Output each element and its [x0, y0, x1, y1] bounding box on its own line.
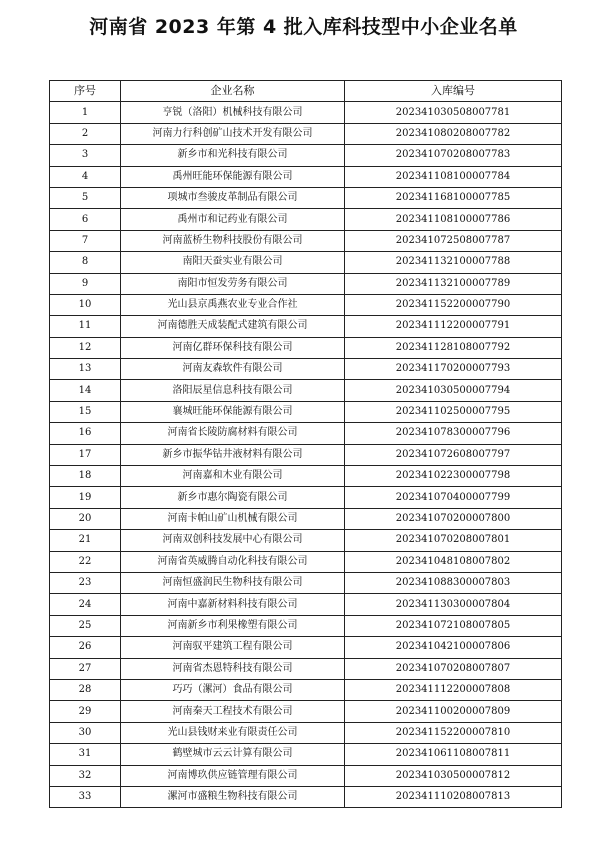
company-name-cell: 河南省杰恩特科技有限公司 [121, 658, 345, 679]
serial-number-cell: 33 [50, 786, 121, 807]
serial-number-cell: 26 [50, 637, 121, 658]
company-name-cell: 河南蓝桥生物科技股份有限公司 [121, 230, 345, 251]
registration-number-cell: 202341072108007805 [345, 615, 562, 636]
table-row [50, 744, 562, 765]
serial-number-cell: 14 [50, 380, 121, 401]
company-name-cell: 光山县钱财来业有限责任公司 [121, 722, 345, 743]
serial-number-cell: 11 [50, 316, 121, 337]
registration-number-cell: 202341108100007786 [345, 209, 562, 230]
registration-number-cell: 202341152200007810 [345, 722, 562, 743]
registration-number-cell: 202341112200007791 [345, 316, 562, 337]
registration-number-cell: 202341168100007785 [345, 187, 562, 208]
company-name-cell: 禹州市和记药业有限公司 [121, 209, 345, 230]
company-name-cell: 河南秦天工程技术有限公司 [121, 701, 345, 722]
registration-number-cell: 202341030500007812 [345, 765, 562, 786]
company-name-cell: 河南省英威腾自动化科技有限公司 [121, 551, 345, 572]
table-row [50, 380, 562, 401]
table-row [50, 530, 562, 551]
serial-number-cell: 22 [50, 551, 121, 572]
serial-number-cell: 21 [50, 530, 121, 551]
table-row [50, 209, 562, 230]
company-name-cell: 洛阳辰星信息科技有限公司 [121, 380, 345, 401]
table-row [50, 187, 562, 208]
table-row [50, 294, 562, 315]
company-name-cell: 南阳市恒发劳务有限公司 [121, 273, 345, 294]
company-name-cell: 新乡市和光科技有限公司 [121, 145, 345, 166]
serial-number-cell: 19 [50, 487, 121, 508]
serial-number-cell: 10 [50, 294, 121, 315]
table-row [50, 145, 562, 166]
table-row [50, 572, 562, 593]
registration-number-cell: 202341070200007800 [345, 508, 562, 529]
registration-number-cell: 202341072508007787 [345, 230, 562, 251]
company-name-cell: 河南亿群环保科技有限公司 [121, 337, 345, 358]
registration-number-cell: 202341112200007808 [345, 679, 562, 700]
serial-number-cell: 32 [50, 765, 121, 786]
registration-number-cell: 202341100200007809 [345, 701, 562, 722]
serial-number-cell: 8 [50, 252, 121, 273]
table-row [50, 701, 562, 722]
registration-number-cell: 202341102500007795 [345, 401, 562, 422]
registration-number-cell: 202341048108007802 [345, 551, 562, 572]
registration-number-cell: 202341072608007797 [345, 444, 562, 465]
serial-number-cell: 7 [50, 230, 121, 251]
page-title: 河南省 2023 年第 4 批入库科技型中小企业名单 [89, 16, 518, 38]
table-row [50, 316, 562, 337]
serial-number-cell: 28 [50, 679, 121, 700]
serial-number-cell: 13 [50, 359, 121, 380]
registration-number-cell: 202341030500007794 [345, 380, 562, 401]
registration-number-cell: 202341078300007796 [345, 423, 562, 444]
company-name-cell: 巧巧（漯河）食品有限公司 [121, 679, 345, 700]
table-row [50, 359, 562, 380]
table-row [50, 166, 562, 187]
table-row [50, 230, 562, 251]
table-row [50, 786, 562, 807]
company-name-cell: 光山县京禹燕农业专业合作社 [121, 294, 345, 315]
enterprise-table [49, 80, 562, 808]
serial-number-cell: 12 [50, 337, 121, 358]
serial-number-cell: 20 [50, 508, 121, 529]
header-serial-number: 序号 [50, 81, 121, 102]
company-name-cell: 河南德胜天成装配式建筑有限公司 [121, 316, 345, 337]
table-row [50, 551, 562, 572]
table-row [50, 123, 562, 144]
company-name-cell: 鹤壁城市云云计算有限公司 [121, 744, 345, 765]
company-name-cell: 河南博玖供应链管理有限公司 [121, 765, 345, 786]
registration-number-cell: 202341132100007789 [345, 273, 562, 294]
registration-number-cell: 202341070208007801 [345, 530, 562, 551]
company-name-cell: 漯河市盛粮生物科技有限公司 [121, 786, 345, 807]
serial-number-cell: 2 [50, 123, 121, 144]
table-row [50, 252, 562, 273]
table-row [50, 658, 562, 679]
company-name-cell: 项城市叁骏皮革制品有限公司 [121, 187, 345, 208]
serial-number-cell: 5 [50, 187, 121, 208]
company-name-cell: 河南嘉和木业有限公司 [121, 466, 345, 487]
table-row [50, 337, 562, 358]
registration-number-cell: 202341080208007782 [345, 123, 562, 144]
company-name-cell: 河南双创科技发展中心有限公司 [121, 530, 345, 551]
registration-number-cell: 202341070208007807 [345, 658, 562, 679]
registration-number-cell: 202341061108007811 [345, 744, 562, 765]
company-name-cell: 河南力行科创矿山技术开发有限公司 [121, 123, 345, 144]
company-name-cell: 襄城旺能环保能源有限公司 [121, 401, 345, 422]
registration-number-cell: 202341030508007781 [345, 102, 562, 123]
company-name-cell: 南阳天蚕实业有限公司 [121, 252, 345, 273]
serial-number-cell: 17 [50, 444, 121, 465]
company-name-cell: 禹州旺能环保能源有限公司 [121, 166, 345, 187]
table-row [50, 273, 562, 294]
header-company-name: 企业名称 [121, 81, 345, 102]
serial-number-cell: 29 [50, 701, 121, 722]
company-name-cell: 亨锐（洛阳）机械科技有限公司 [121, 102, 345, 123]
company-name-cell: 河南友森软件有限公司 [121, 359, 345, 380]
serial-number-cell: 18 [50, 466, 121, 487]
company-name-cell: 新乡市振华钻井液材料有限公司 [121, 444, 345, 465]
table-row [50, 423, 562, 444]
serial-number-cell: 6 [50, 209, 121, 230]
table-row [50, 508, 562, 529]
serial-number-cell: 23 [50, 572, 121, 593]
registration-number-cell: 202341110208007813 [345, 786, 562, 807]
table-row [50, 487, 562, 508]
registration-number-cell: 202341128108007792 [345, 337, 562, 358]
registration-number-cell: 202341108100007784 [345, 166, 562, 187]
registration-number-cell: 202341130300007804 [345, 594, 562, 615]
serial-number-cell: 1 [50, 102, 121, 123]
serial-number-cell: 4 [50, 166, 121, 187]
table-row [50, 615, 562, 636]
company-name-cell: 河南省长陵防腐材料有限公司 [121, 423, 345, 444]
table-row [50, 679, 562, 700]
serial-number-cell: 27 [50, 658, 121, 679]
company-name-cell: 河南中嘉新材料科技有限公司 [121, 594, 345, 615]
company-name-cell: 河南新乡市利果橡塑有限公司 [121, 615, 345, 636]
serial-number-cell: 25 [50, 615, 121, 636]
registration-number-cell: 202341152200007790 [345, 294, 562, 315]
company-name-cell: 河南卡帕山矿山机械有限公司 [121, 508, 345, 529]
registration-number-cell: 202341088300007803 [345, 572, 562, 593]
serial-number-cell: 31 [50, 744, 121, 765]
serial-number-cell: 15 [50, 401, 121, 422]
registration-number-cell: 202341070400007799 [345, 487, 562, 508]
registration-number-cell: 202341132100007788 [345, 252, 562, 273]
table-body [50, 102, 562, 808]
table-row [50, 102, 562, 123]
serial-number-cell: 3 [50, 145, 121, 166]
table-row [50, 722, 562, 743]
serial-number-cell: 9 [50, 273, 121, 294]
table-row [50, 466, 562, 487]
table-row [50, 637, 562, 658]
company-name-cell: 河南驭平建筑工程有限公司 [121, 637, 345, 658]
table-row [50, 594, 562, 615]
table-row [50, 444, 562, 465]
company-name-cell: 新乡市惠尔陶瓷有限公司 [121, 487, 345, 508]
company-name-cell: 河南恒盛润民生物科技有限公司 [121, 572, 345, 593]
registration-number-cell: 202341042100007806 [345, 637, 562, 658]
table-row [50, 401, 562, 422]
registration-number-cell: 202341022300007798 [345, 466, 562, 487]
header-registration-number: 入库编号 [345, 81, 562, 102]
serial-number-cell: 24 [50, 594, 121, 615]
serial-number-cell: 16 [50, 423, 121, 444]
table-header-row [50, 81, 562, 102]
table-row [50, 765, 562, 786]
registration-number-cell: 202341070208007783 [345, 145, 562, 166]
registration-number-cell: 202341170200007793 [345, 359, 562, 380]
serial-number-cell: 30 [50, 722, 121, 743]
